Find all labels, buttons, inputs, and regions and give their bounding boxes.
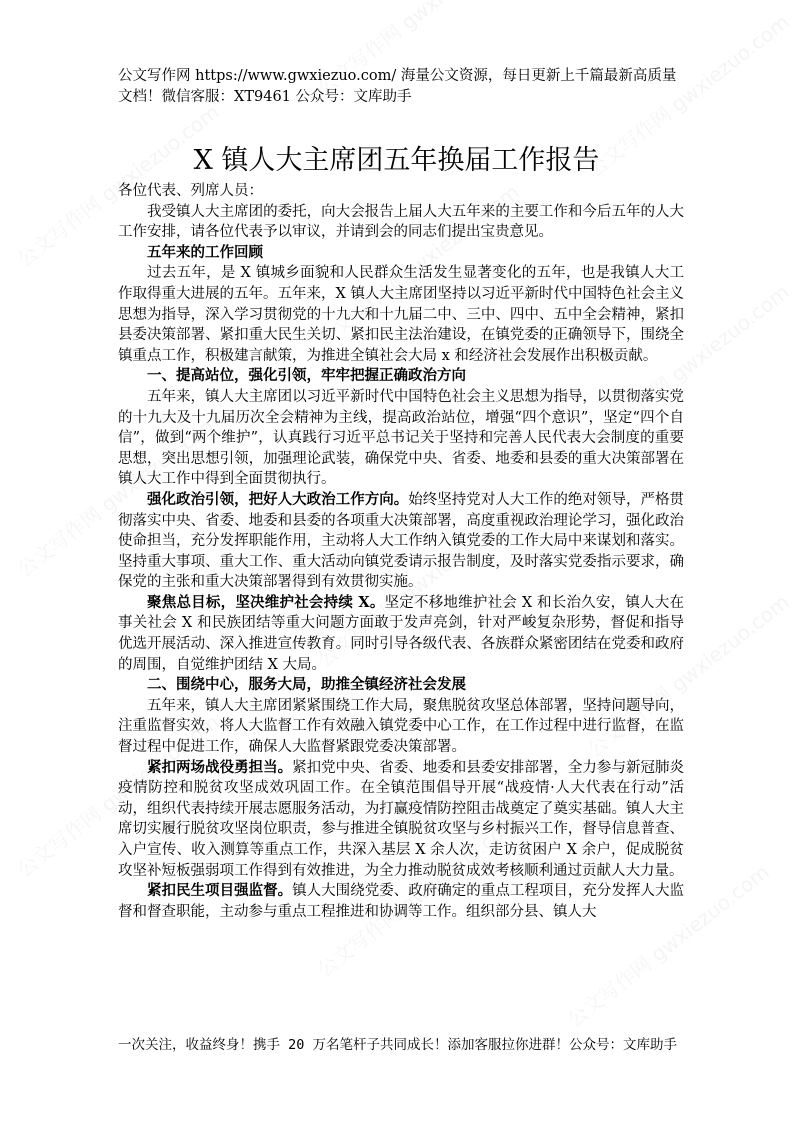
paragraph-text: 坚定不移地维护社会 X 和长治久安，镇人大在事关社会 X 和民族团结等重大问题方面敢于发声亮剑，针对严峻复杂形势，督促和指导优选开展活动、深入推进宣传教育。同时引导各级代表、各族群众紧密团结在党委和政府的周围，自觉维护团结 X 大局。 — [118, 594, 684, 673]
section-2-paragraph-1: 五年来，镇人大主席团紧紧围绕工作大局，聚焦脱贫攻坚总体部署，坚持问题导向，注重监督实效，将人大监督工作有效融入镇党委中心工作，在工作过程中进行监督，在监督过程中促进工作，确保人大监督紧跟党委决策部署。 — [118, 697, 684, 756]
section-1-paragraph-2 — [118, 490, 684, 593]
document-body — [118, 181, 684, 922]
section-2-paragraph-2 — [118, 758, 684, 882]
review-paragraph: 过去五年，是 X 镇城乡面貌和人民群众生活发生显著变化的五年，也是我镇人大工作取得重大进展的五年。五年来，X 镇人大主席团坚持以习近平新时代中国特色社会主义思想为指导，深入学习贯彻党的十九大和十九届二中、三中、四中、五中全会精神，紧扣县委决策部署、紧扣重大民生关切、紧扣民主法治建设，在镇党委的正确领导下，围绕全镇重点工作，积极建言献策，为推进全镇社会大局 x 和经济社会发展作出积极贡献。 — [118, 265, 684, 364]
header-text: 公文写作网 https://www.gwxiezuo.com/ 海量公文资源，每日更新上千篇最新高质量文档！微信客服：XT9461 公众号：文库助手 — [118, 68, 677, 105]
page-footer — [118, 1035, 698, 1056]
paragraph-lead: 紧扣民生项目强监督。 — [147, 882, 293, 900]
document-title: X 镇人大主席团五年换届工作报告 — [193, 145, 600, 176]
section-2-heading: 二、围绕中心，服务大局，助推全镇经济社会发展 — [147, 676, 466, 694]
paragraph-lead: 聚焦总目标，坚决维护社会持续 X。 — [147, 593, 385, 611]
intro-paragraph: 我受镇人大主席团的委托，向大会报告上届人大五年来的主要工作和今后五年的人大工作安排，请各位代表予以审议，并请到会的同志们提出宝贵意见。 — [118, 203, 684, 241]
paragraph-text: 镇人大围绕党委、政府确定的重点工程项目，充分发挥人大监督和督查职能，主动参与重点工程推进和协调等工作。组织部分县、镇人大 — [118, 883, 684, 920]
review-heading: 五年来的工作回顾 — [147, 243, 263, 261]
section-1-paragraph-1: 五年来，镇人大主席团以习近平新时代中国特色社会主义思想为指导，以贯彻落实党的十九大及十九届历次全会精神为主线，提高政治站位，增强“四个意识”，坚定“四个自信”，做到“两个维护”，认真践行习近平总书记关于坚持和完善人民代表大会制度的重要思想，突出思想引领，加强理论武装，确保党中央、省委、地委和县委的重大决策部署在镇人大工作中得到全面贯彻执行。 — [118, 388, 684, 488]
greeting: 各位代表、列席人员： — [118, 183, 263, 199]
section-1-paragraph-3 — [118, 593, 684, 675]
paragraph-text: 紧扣党中央、省委、地委和县委安排部署，全力参与新冠肺炎疫情防控和脱贫攻坚成效巩固工作。在全镇范围倡导开展“战疫情·人大代表在行动”活动，组织代表持续开展志愿服务活动，为打赢疫情防控阻击战奠定了奠实基础。镇人大主席切实履行脱贫攻坚岗位职责，参与推进全镇脱贫攻坚与乡村振兴工作，督导信息普查、入户宣传、收入测算等重点工作，共深入基层 X 余人次，走访贫困户 X 余户，促成脱贫攻坚补短板强弱项工作得到有效推进，为全力推动脱贫成效考核顺利通过贡献人大力量。 — [118, 759, 684, 879]
paragraph-lead: 强化政治引领，把好人大政治工作方向。 — [147, 490, 409, 508]
section-2-paragraph-3 — [118, 881, 684, 922]
paragraph-lead: 紧扣两场战役勇担当。 — [147, 758, 293, 776]
page-header — [118, 66, 688, 108]
paragraph-text: 始终坚持党对人大工作的绝对领导，严格贯彻落实中央、省委、地委和县委的各项重大决策部署，高度重视政治理论学习，强化政治使命担当，充分发挥职能作用，主动将人大工作纳入镇党委的工作大局中来谋划和落实。坚持重大事项、重大工作、重大活动向镇党委请示报告制度，及时落实党委指示要求，确保党的主张和重大决策部署得到有效贯彻实施。 — [118, 491, 684, 591]
footer-text: 一次关注，收益终身！携手 20 万名笔杆子共同成长！添加客服拉你进群！公众号：文库助手 — [118, 1037, 678, 1053]
section-1-heading: 一、提高站位，强化引领，牢牢把握正确政治方向 — [147, 367, 466, 385]
